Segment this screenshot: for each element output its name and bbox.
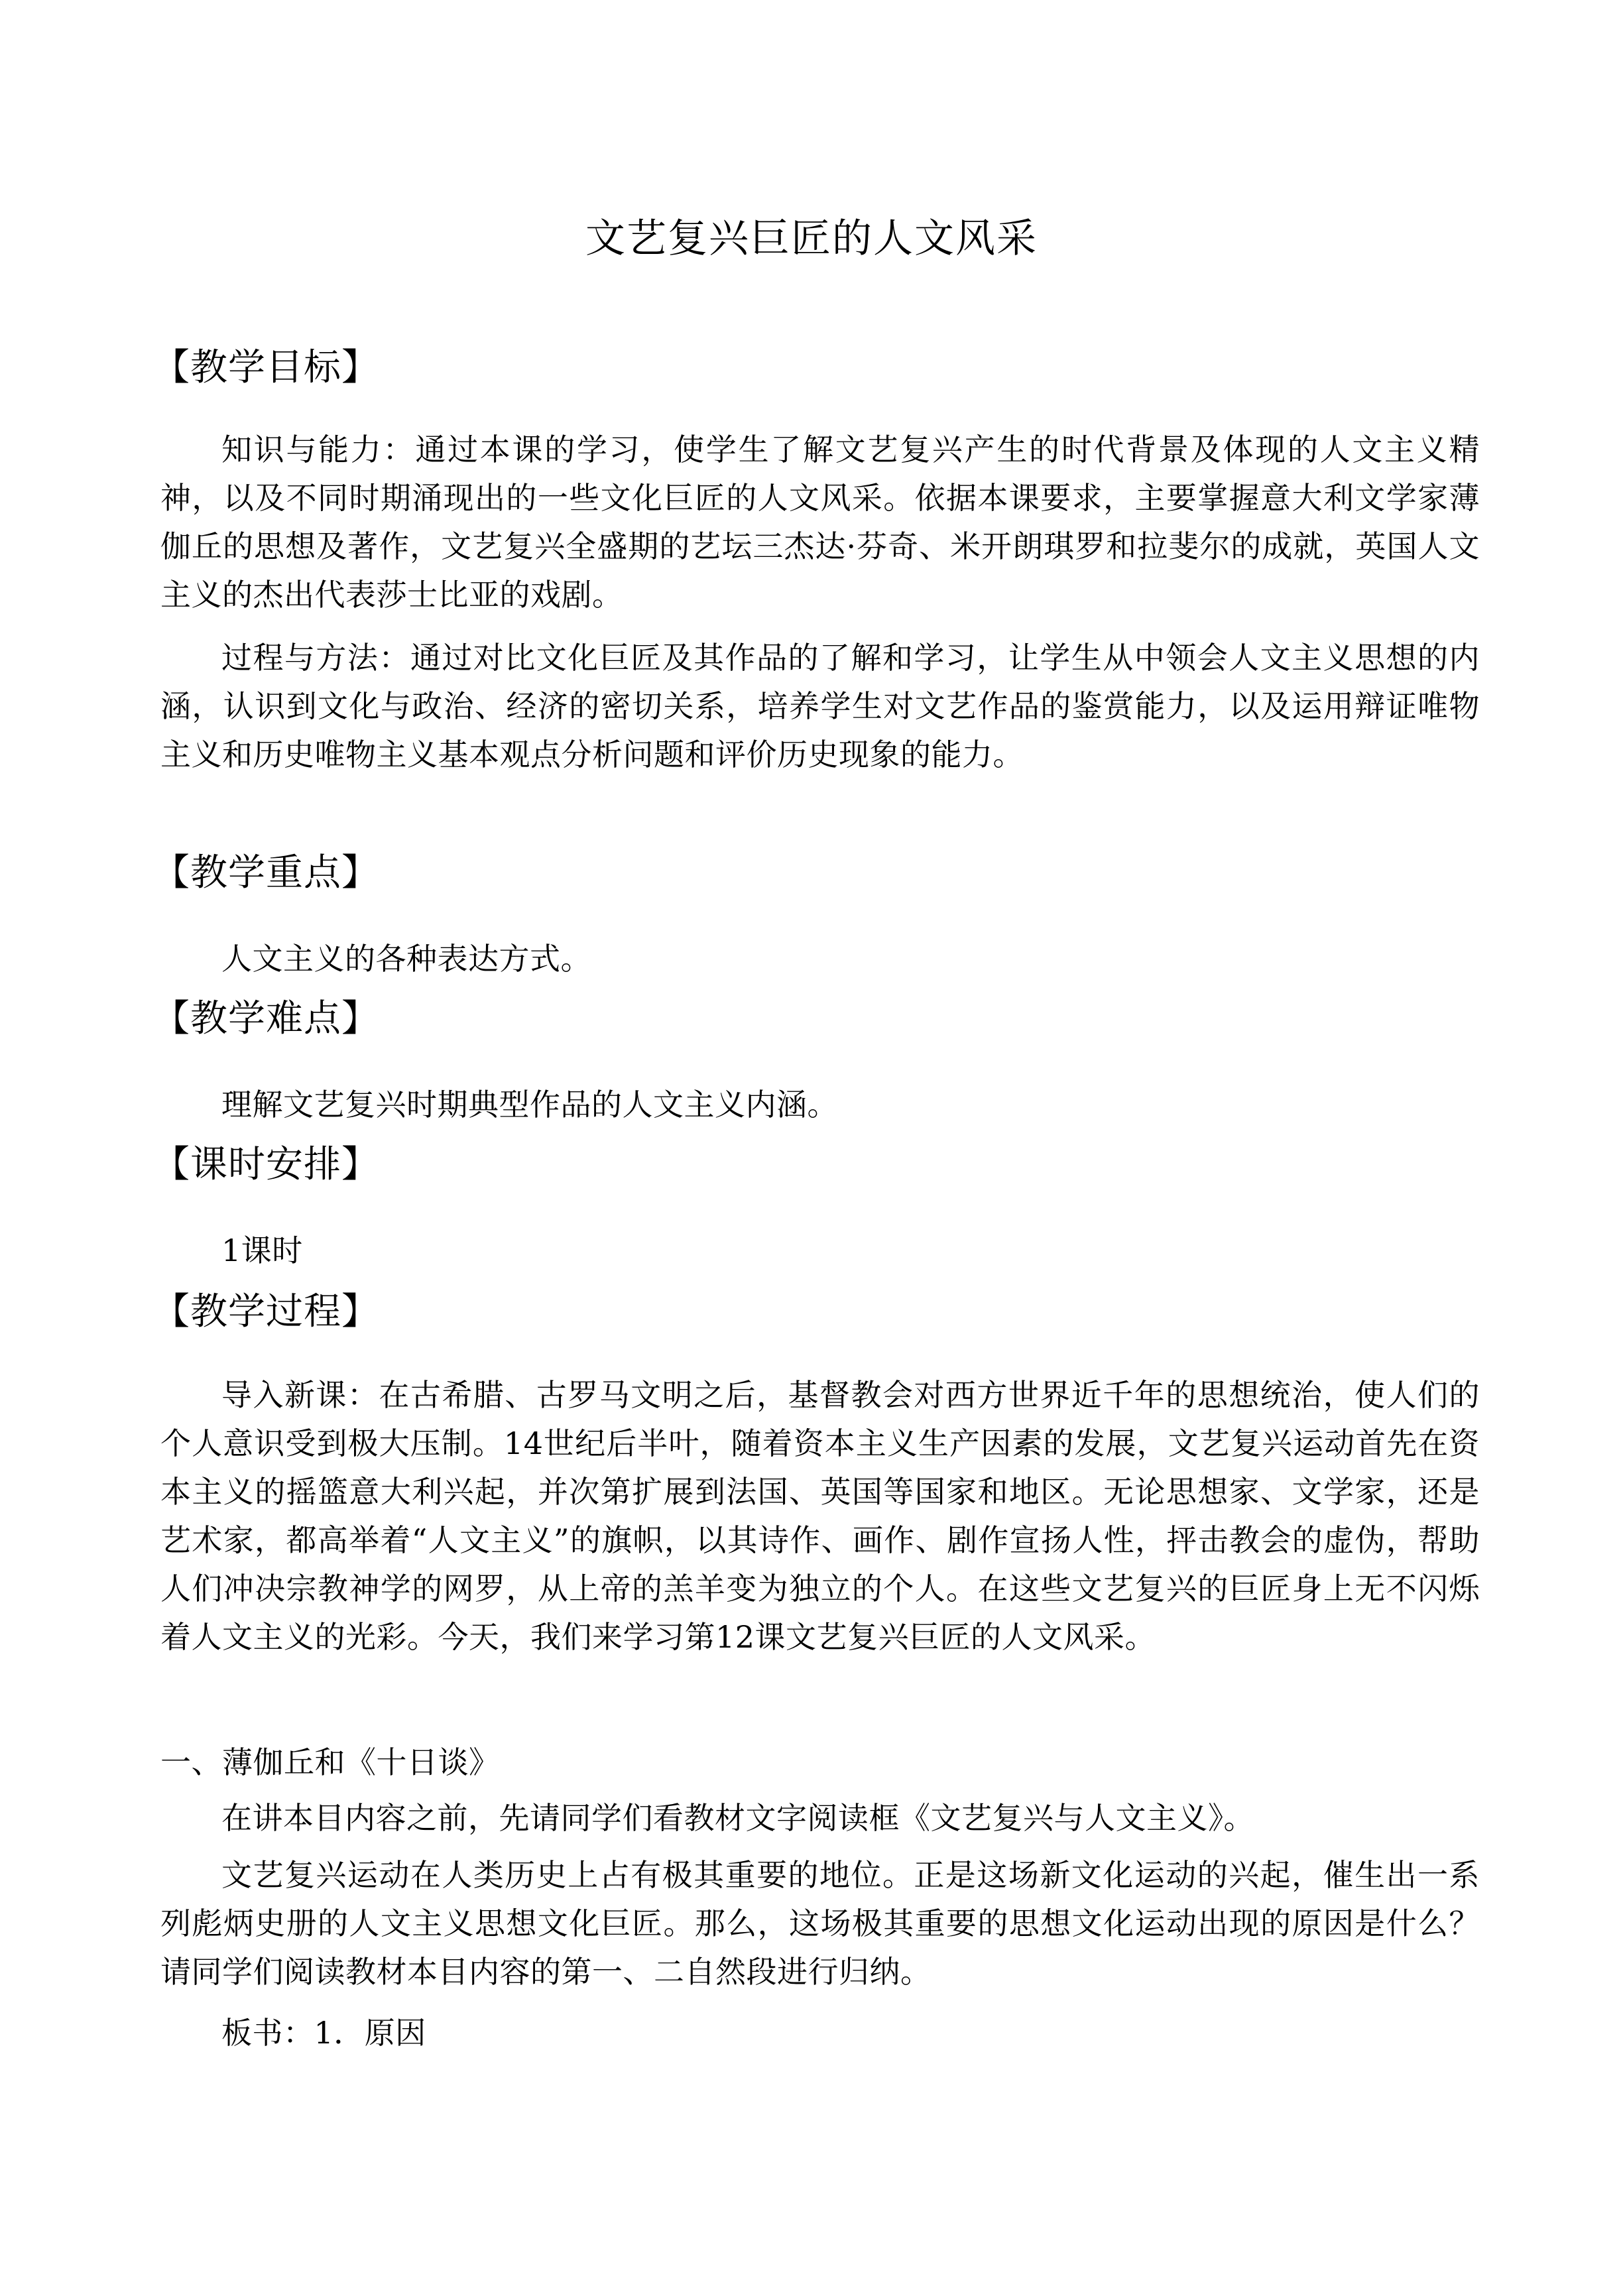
paragraph-knowledge-ability: 知识与能力：通过本课的学习，使学生了解文艺复兴产生的时代背景及体现的人文主义精神，以及不同时期涌现出的一些文化巨匠的人文风采。依据本课要求，主要掌握意大利文学家薄伽丘的思想及著作，文艺复兴全盛期的艺坛三杰达·芬奇、米开朗琪罗和拉斐尔的成就，英国人文主义的杰出代表莎士比亚的戏剧。: [160, 432, 1480, 613]
heading-schedule: 【课时安排】: [152, 1143, 379, 1186]
paragraph-renaissance-causes: 文艺复兴运动在人类历史上占有极其重要的地位。正是这场新文化运动的兴起，催生出一系列彪炳史册的人文主义思想文化巨匠。那么，这场极其重要的思想文化运动出现的原因是什么？请同学们阅读教材本目内容的第一、二自然段进行归纳。: [160, 1857, 1480, 1990]
text-key-points: 人文主义的各种表达方式。: [221, 941, 591, 977]
heading-key-points: 【教学重点】: [152, 851, 379, 894]
subsection-boccaccio: 一、薄伽丘和《十日谈》: [160, 1744, 500, 1780]
paragraph-reading-box: 在讲本目内容之前，先请同学们看教材文字阅读框《文艺复兴与人文主义》。: [221, 1800, 1254, 1836]
heading-difficulties: 【教学难点】: [152, 997, 379, 1040]
paragraph-process-method: 过程与方法：通过对比文化巨匠及其作品的了解和学习，让学生从中领会人文主义思想的内涵，认识到文化与政治、经济的密切关系，培养学生对文艺作品的鉴赏能力，以及运用辩证唯物主义和历史唯物主义基本观点分析问题和评价历史现象的能力。: [160, 640, 1480, 772]
board-note: 板书：1．原因: [221, 2015, 426, 2051]
heading-teaching-objectives: 【教学目标】: [152, 346, 379, 389]
text-schedule: 1课时: [221, 1233, 303, 1268]
document-title: 文艺复兴巨匠的人文风采: [585, 215, 1038, 262]
text-difficulties: 理解文艺复兴时期典型作品的人文主义内涵。: [221, 1087, 838, 1122]
paragraph-introduction: 导入新课：在古希腊、古罗马文明之后，基督教会对西方世界近千年的思想统治，使人们的个人意识受到极大压制。14世纪后半叶，随着资本主义生产因素的发展，文艺复兴运动首先在资本主义的摇篮意大利兴起，并次第扩展到法国、英国等国家和地区。无论思想家、文学家，还是艺术家，都高举着“人文主义”的旗帜，以其诗作、画作、剧作宣扬人性，抨击教会的虚伪，帮助人们冲决宗教神学的网罗，从上帝的羔羊变为独立的个人。在这些文艺复兴的巨匠身上无不闪烁着人文主义的光彩。今天，我们来学习第12课文艺复兴巨匠的人文风采。: [160, 1377, 1480, 1655]
heading-teaching-process: 【教学过程】: [152, 1290, 379, 1333]
